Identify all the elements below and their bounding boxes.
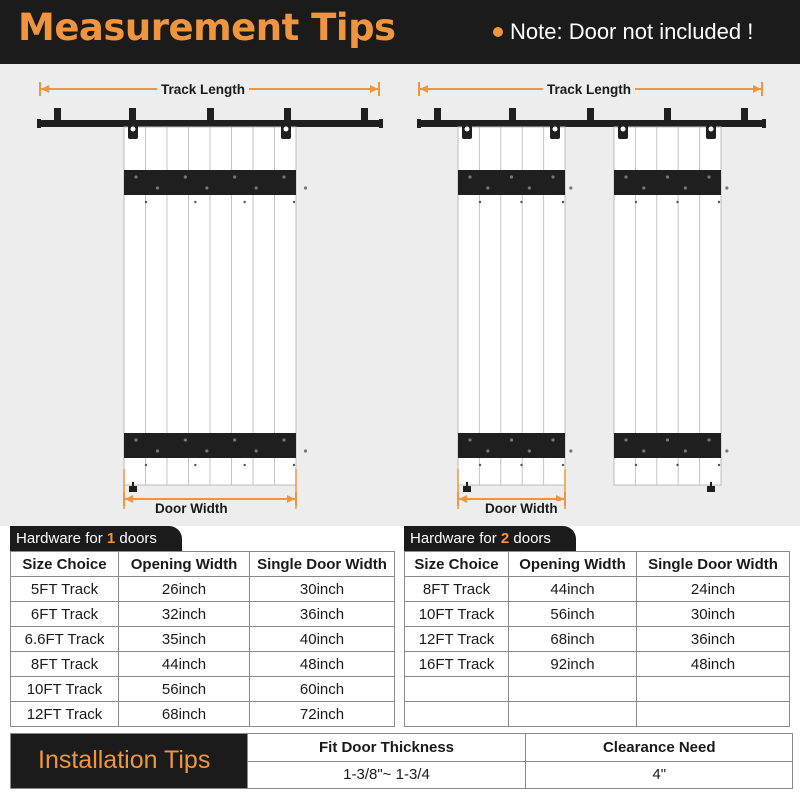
door-single-bolt bbox=[233, 438, 236, 441]
column-header: Single Door Width bbox=[250, 552, 395, 577]
door-double-left-bolt bbox=[569, 186, 572, 189]
table-cell: 6.6FT Track bbox=[11, 627, 119, 652]
column-header: Single Door Width bbox=[637, 552, 790, 577]
door-hanger-wheel bbox=[621, 127, 626, 132]
installation-tips-header bbox=[11, 734, 247, 788]
table-cell: 12FT Track bbox=[405, 627, 509, 652]
table-cell: 4" bbox=[526, 761, 793, 788]
table-cell: 68inch bbox=[119, 702, 250, 727]
door-double-right-strap bbox=[614, 170, 721, 195]
track-rail-2-bracket bbox=[587, 108, 594, 121]
table-cell: 8FT Track bbox=[11, 652, 119, 677]
table-cell: 72inch bbox=[250, 702, 395, 727]
door-double-right-nail bbox=[718, 201, 720, 203]
table-row bbox=[248, 761, 793, 788]
door-single-bolt bbox=[184, 175, 187, 178]
door-single-bolt bbox=[134, 175, 137, 178]
track-rail-1 bbox=[40, 120, 380, 127]
table-header-row bbox=[248, 734, 793, 761]
door-single-bolt bbox=[205, 186, 208, 189]
hardware-1-door-caption: Hardware for 1 doors bbox=[10, 526, 182, 551]
table-row bbox=[11, 677, 395, 702]
column-header: Fit Door Thickness bbox=[248, 734, 526, 761]
table-cell bbox=[637, 677, 790, 702]
table-cell: 1-3/8"~ 1-3/4 bbox=[248, 761, 526, 788]
door-single-bolt bbox=[156, 186, 159, 189]
table-row bbox=[11, 577, 395, 602]
column-header: Opening Width bbox=[119, 552, 250, 577]
door-double-left-bolt bbox=[486, 186, 489, 189]
door-double-left-bolt bbox=[528, 186, 531, 189]
door-single-nail bbox=[194, 201, 196, 203]
table-cell: 60inch bbox=[250, 677, 395, 702]
track-length-dim-2-arrow-right-icon bbox=[753, 85, 761, 93]
door-single-bolt bbox=[304, 449, 307, 452]
table-row bbox=[405, 652, 790, 677]
table-cell: 10FT Track bbox=[11, 677, 119, 702]
door-hanger-wheel bbox=[553, 127, 558, 132]
door-diagram bbox=[0, 64, 800, 526]
track-rail-2-bracket bbox=[509, 108, 516, 121]
installation-tips-panel bbox=[10, 733, 793, 789]
table-cell bbox=[405, 702, 509, 727]
door-single-nail bbox=[145, 464, 147, 466]
floor-guide-icon-stem bbox=[132, 482, 134, 487]
door-single-nail bbox=[194, 464, 196, 466]
table-row bbox=[405, 677, 790, 702]
table-cell: 10FT Track bbox=[405, 602, 509, 627]
table-row bbox=[11, 627, 395, 652]
table-cell: 5FT Track bbox=[11, 577, 119, 602]
door-single-nail bbox=[243, 201, 245, 203]
track-rail-1-stopper bbox=[379, 119, 383, 128]
table-cell: 16FT Track bbox=[405, 652, 509, 677]
door-double-left-bolt bbox=[551, 175, 554, 178]
table-row bbox=[11, 602, 395, 627]
door-double-left-nail bbox=[562, 201, 564, 203]
table-cell: 36inch bbox=[250, 602, 395, 627]
column-header: Opening Width bbox=[509, 552, 637, 577]
door-single-strap bbox=[124, 433, 296, 458]
door-single-bolt bbox=[255, 186, 258, 189]
door-single-nail bbox=[293, 201, 295, 203]
table-cell: 24inch bbox=[637, 577, 790, 602]
table-cell: 8FT Track bbox=[405, 577, 509, 602]
track-rail-1-bracket bbox=[207, 108, 214, 121]
table-row bbox=[11, 702, 395, 727]
track-length-dim-2-arrow-left-icon bbox=[420, 85, 428, 93]
table-cell: 68inch bbox=[509, 627, 637, 652]
door-double-right-bolt bbox=[666, 438, 669, 441]
door-double-right-bolt bbox=[642, 186, 645, 189]
table-cell: 40inch bbox=[250, 627, 395, 652]
door-hanger-wheel bbox=[131, 127, 136, 132]
door-hanger-wheel bbox=[284, 127, 289, 132]
track-rail-2-bracket bbox=[741, 108, 748, 121]
door-single-bolt bbox=[156, 449, 159, 452]
table-row bbox=[405, 577, 790, 602]
track-rail-1-bracket bbox=[54, 108, 61, 121]
door-double-left-bolt bbox=[551, 438, 554, 441]
table-cell: 6FT Track bbox=[11, 602, 119, 627]
door-width-dim-1-arrow-right-icon bbox=[287, 495, 295, 503]
door-double-left-nail bbox=[520, 464, 522, 466]
table-cell: 48inch bbox=[637, 652, 790, 677]
door-double-left-bolt bbox=[468, 438, 471, 441]
door-double-right-nail bbox=[676, 201, 678, 203]
door-double-left-nail bbox=[520, 201, 522, 203]
table-cell: 56inch bbox=[119, 677, 250, 702]
door-single-bolt bbox=[255, 449, 258, 452]
table-cell bbox=[509, 702, 637, 727]
door-single-bolt bbox=[184, 438, 187, 441]
table-cell: 32inch bbox=[119, 602, 250, 627]
track-length-label-2: Track Length bbox=[543, 82, 635, 98]
door-single-bolt bbox=[304, 186, 307, 189]
door-single-bolt bbox=[233, 175, 236, 178]
door-double-left-bolt bbox=[510, 438, 513, 441]
door-double-left-bolt bbox=[569, 449, 572, 452]
table-row bbox=[405, 627, 790, 652]
column-header: Size Choice bbox=[405, 552, 509, 577]
door-hanger-wheel bbox=[709, 127, 714, 132]
door-double-right-nail bbox=[635, 201, 637, 203]
table-row bbox=[405, 602, 790, 627]
hardware-2-door-block bbox=[404, 526, 790, 728]
door-double-right-bolt bbox=[666, 175, 669, 178]
door-single-bolt bbox=[205, 449, 208, 452]
bullet-dot-icon bbox=[493, 27, 503, 37]
door-double-right-bolt bbox=[707, 175, 710, 178]
table-cell: 30inch bbox=[250, 577, 395, 602]
door-double-right-bolt bbox=[642, 449, 645, 452]
table-cell: 35inch bbox=[119, 627, 250, 652]
door-double-left-bolt bbox=[510, 175, 513, 178]
installation-tips-table bbox=[247, 734, 793, 788]
table-cell bbox=[637, 702, 790, 727]
table-cell bbox=[509, 677, 637, 702]
door-double-right-nail bbox=[718, 464, 720, 466]
door-illustration bbox=[0, 64, 800, 526]
door-double-left-strap bbox=[458, 433, 565, 458]
door-double-left-bolt bbox=[528, 449, 531, 452]
table-header-row bbox=[11, 552, 395, 577]
note-text bbox=[493, 19, 753, 45]
table-row bbox=[405, 702, 790, 727]
door-double-left-nail bbox=[562, 464, 564, 466]
column-header: Size Choice bbox=[11, 552, 119, 577]
track-length-dim-1-arrow-left-icon bbox=[41, 85, 49, 93]
door-double-right-bolt bbox=[684, 449, 687, 452]
door-double-right-bolt bbox=[725, 186, 728, 189]
door-double-right-bolt bbox=[725, 449, 728, 452]
track-length-label-1: Track Length bbox=[157, 82, 249, 98]
table-cell: 44inch bbox=[119, 652, 250, 677]
door-double-right-bolt bbox=[684, 186, 687, 189]
hardware-2-door-caption: Hardware for 2 doors bbox=[404, 526, 576, 551]
door-double-right-strap bbox=[614, 433, 721, 458]
table-cell: 44inch bbox=[509, 577, 637, 602]
door-width-label-1: Door Width bbox=[151, 501, 232, 517]
installation-tips-title: Installation Tips bbox=[38, 746, 211, 774]
door-single-bolt bbox=[282, 438, 285, 441]
door-single-bolt bbox=[282, 175, 285, 178]
hardware-2-door-table bbox=[404, 551, 790, 727]
door-double-right-nail bbox=[676, 464, 678, 466]
table-cell: 26inch bbox=[119, 577, 250, 602]
hardware-1-door-table bbox=[10, 551, 395, 727]
hardware-1-door-block bbox=[10, 526, 395, 728]
door-single-nail bbox=[243, 464, 245, 466]
table-cell: 48inch bbox=[250, 652, 395, 677]
floor-guide-icon-stem bbox=[466, 482, 468, 487]
table-cell: 92inch bbox=[509, 652, 637, 677]
door-double-right-bolt bbox=[707, 438, 710, 441]
track-length-dim-1-arrow-right-icon bbox=[370, 85, 378, 93]
header-banner bbox=[0, 0, 800, 64]
door-double-right-bolt bbox=[624, 438, 627, 441]
table-cell: 12FT Track bbox=[11, 702, 119, 727]
table-header-row bbox=[405, 552, 790, 577]
door-single-strap bbox=[124, 170, 296, 195]
door-double-left-bolt bbox=[468, 175, 471, 178]
door-double-right-bolt bbox=[624, 175, 627, 178]
door-double-left-bolt bbox=[486, 449, 489, 452]
door-double-left-nail bbox=[479, 201, 481, 203]
door-single-nail bbox=[145, 201, 147, 203]
table-cell: 30inch bbox=[637, 602, 790, 627]
track-rail-1-stopper bbox=[37, 119, 41, 128]
door-single-nail bbox=[293, 464, 295, 466]
track-rail-2-bracket bbox=[664, 108, 671, 121]
door-double-left-nail bbox=[479, 464, 481, 466]
page-title: Measurement Tips bbox=[18, 6, 396, 49]
door-double-left-strap bbox=[458, 170, 565, 195]
track-rail-2-bracket bbox=[434, 108, 441, 121]
table-row bbox=[11, 652, 395, 677]
column-header: Clearance Need bbox=[526, 734, 793, 761]
table-cell: 36inch bbox=[637, 627, 790, 652]
door-double-right-nail bbox=[635, 464, 637, 466]
track-rail-2-stopper bbox=[762, 119, 766, 128]
track-rail-1-bracket bbox=[361, 108, 368, 121]
door-width-dim-2-arrow-left-icon bbox=[459, 495, 467, 503]
door-single-bolt bbox=[134, 438, 137, 441]
track-rail-2-stopper bbox=[417, 119, 421, 128]
track-rail-1-bracket bbox=[284, 108, 291, 121]
floor-guide-icon-stem bbox=[710, 482, 712, 487]
door-width-dim-1-arrow-left-icon bbox=[125, 495, 133, 503]
door-hanger-wheel bbox=[465, 127, 470, 132]
track-rail-1-bracket bbox=[129, 108, 136, 121]
table-cell bbox=[405, 677, 509, 702]
table-cell: 56inch bbox=[509, 602, 637, 627]
note-label: Note: Door not included ! bbox=[510, 19, 754, 44]
door-width-label-2: Door Width bbox=[481, 501, 562, 517]
